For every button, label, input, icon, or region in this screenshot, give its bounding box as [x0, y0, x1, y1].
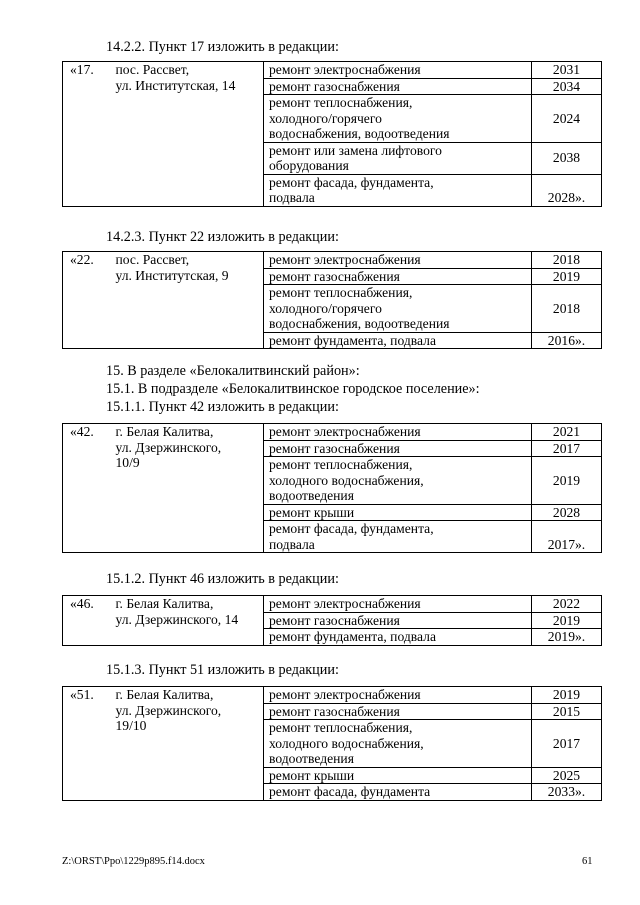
work-cell: ремонт газоснабжения	[264, 78, 532, 95]
year-cell: 2019	[532, 687, 602, 704]
year-cell: 2016».	[532, 332, 602, 349]
address-cell: г. Белая Калитва, ул. Дзержинского, 14	[110, 596, 264, 646]
work-cell: ремонт электроснабжения	[264, 62, 532, 79]
year-cell: 2019».	[532, 629, 602, 646]
work-cell: ремонт фасада, фундамента, подвала	[264, 174, 532, 206]
heading-15-1-2: 15.1.2. Пункт 46 изложить в редакции:	[106, 571, 339, 587]
heading-15-1-1: 15.1.1. Пункт 42 изложить в редакции:	[106, 399, 339, 415]
point-number: «22.	[63, 252, 110, 349]
year-cell: 2034	[532, 78, 602, 95]
year-cell: 2025	[532, 767, 602, 784]
point-number: «51.	[63, 687, 110, 801]
work-cell: ремонт электроснабжения	[264, 596, 532, 613]
table-row	[63, 596, 602, 613]
work-cell: ремонт теплоснабжения, холодного водоснабжения, водоотведения	[264, 457, 532, 505]
year-cell: 2017».	[532, 521, 602, 553]
table-point-17	[62, 61, 602, 207]
year-cell: 2019	[532, 268, 602, 285]
year-cell: 2018	[532, 285, 602, 333]
work-cell: ремонт или замена лифтового оборудования	[264, 142, 532, 174]
year-cell: 2028	[532, 504, 602, 521]
year-cell: 2021	[532, 424, 602, 441]
work-cell: ремонт теплоснабжения, холодного/горячего водоснабжения, водоотведения	[264, 285, 532, 333]
table-row	[63, 424, 602, 441]
address-cell: пос. Рассвет, ул. Институтская, 9	[110, 252, 264, 349]
work-cell: ремонт фасада, фундамента	[264, 784, 532, 801]
heading-15-1-3: 15.1.3. Пункт 51 изложить в редакции:	[106, 662, 339, 678]
year-cell: 2028».	[532, 174, 602, 206]
heading-14-2-3: 14.2.3. Пункт 22 изложить в редакции:	[106, 229, 339, 245]
table-point-42	[62, 423, 602, 553]
year-cell: 2019	[532, 457, 602, 505]
table-row	[63, 62, 602, 79]
address-cell: пос. Рассвет, ул. Институтская, 14	[110, 62, 264, 207]
work-cell: ремонт теплоснабжения, холодного водоснабжения, водоотведения	[264, 720, 532, 768]
year-cell: 2033».	[532, 784, 602, 801]
year-cell: 2018	[532, 252, 602, 269]
footer-file-path: Z:\ORST\Ppo\1229p895.f14.docx	[62, 856, 205, 867]
work-cell: ремонт электроснабжения	[264, 424, 532, 441]
year-cell: 2017	[532, 720, 602, 768]
year-cell: 2024	[532, 95, 602, 143]
table-point-51	[62, 686, 602, 801]
work-cell: ремонт газоснабжения	[264, 612, 532, 629]
year-cell: 2022	[532, 596, 602, 613]
work-cell: ремонт крыши	[264, 767, 532, 784]
work-cell: ремонт электроснабжения	[264, 687, 532, 704]
table-point-46	[62, 595, 602, 646]
page-number: 61	[582, 856, 593, 867]
year-cell: 2015	[532, 703, 602, 720]
work-cell: ремонт фундамента, подвала	[264, 629, 532, 646]
table-row	[63, 687, 602, 704]
heading-14-2-2: 14.2.2. Пункт 17 изложить в редакции:	[106, 39, 339, 55]
work-cell: ремонт теплоснабжения, холодного/горячего водоснабжения, водоотведения	[264, 95, 532, 143]
point-number: «17.	[63, 62, 110, 207]
point-number: «42.	[63, 424, 110, 553]
heading-15: 15. В разделе «Белокалитвинский район»:	[106, 363, 360, 379]
work-cell: ремонт фундамента, подвала	[264, 332, 532, 349]
table-point-22	[62, 251, 602, 349]
work-cell: ремонт газоснабжения	[264, 440, 532, 457]
work-cell: ремонт газоснабжения	[264, 703, 532, 720]
work-cell: ремонт газоснабжения	[264, 268, 532, 285]
address-cell: г. Белая Калитва, ул. Дзержинского, 10/9	[110, 424, 264, 553]
heading-15-1: 15.1. В подразделе «Белокалитвинское городское поселение»:	[106, 381, 480, 397]
address-cell: г. Белая Калитва, ул. Дзержинского, 19/10	[110, 687, 264, 801]
work-cell: ремонт фасада, фундамента, подвала	[264, 521, 532, 553]
point-number: «46.	[63, 596, 110, 646]
year-cell: 2038	[532, 142, 602, 174]
work-cell: ремонт электроснабжения	[264, 252, 532, 269]
table-row	[63, 252, 602, 269]
year-cell: 2019	[532, 612, 602, 629]
year-cell: 2031	[532, 62, 602, 79]
year-cell: 2017	[532, 440, 602, 457]
work-cell: ремонт крыши	[264, 504, 532, 521]
